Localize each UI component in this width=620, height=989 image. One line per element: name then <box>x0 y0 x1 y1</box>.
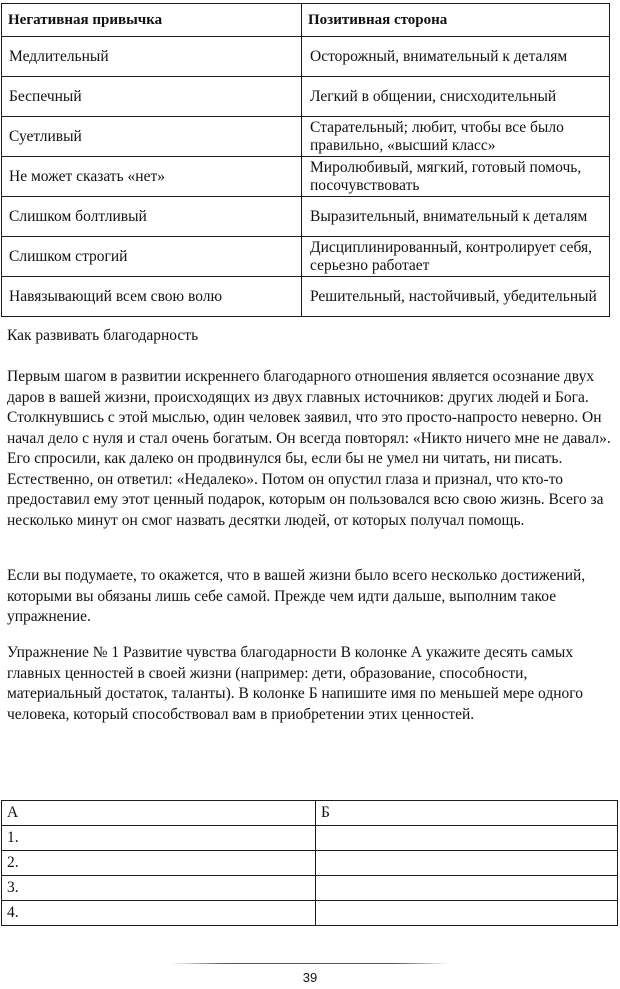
negative-habit-cell: Суетливый <box>2 117 302 157</box>
column-header-negative: Негативная привычка <box>2 4 302 37</box>
negative-habit-cell: Слишком строгий <box>2 237 302 277</box>
positive-side-cell: Выразительный, внимательный к деталям <box>302 197 610 237</box>
table-row <box>2 37 610 77</box>
negative-habit-cell: Навязывающий всем свою волю <box>2 277 302 317</box>
column-a-cell: 1. <box>2 826 316 851</box>
column-b-cell <box>316 851 618 876</box>
column-b-cell <box>316 876 618 901</box>
table-row <box>2 237 610 277</box>
table-row <box>2 157 610 197</box>
paragraph-achievements: Если вы подумаете, то окажется, что в вашей жизни было всего несколько достижений, которыми вы обязаны лишь себе самой. Прежде чем идти дальше, выполним такое упражнение. <box>7 567 586 625</box>
footer-divider <box>170 963 450 964</box>
column-header-positive: Позитивная сторона <box>302 4 610 37</box>
positive-side-cell: Осторожный, внимательный к деталям <box>302 37 610 77</box>
negative-habit-cell: Слишком болтливый <box>2 197 302 237</box>
exercise-table-header <box>2 801 618 826</box>
negative-habit-cell: Не может сказать «нет» <box>2 157 302 197</box>
column-b-cell <box>316 901 618 926</box>
table-row <box>2 77 610 117</box>
negative-habit-cell: Беспечный <box>2 77 302 117</box>
positive-side-cell: Легкий в общении, снисходительный <box>302 77 610 117</box>
positive-side-cell: Дисциплинированный, контролирует себя, серьезно работает <box>302 237 610 277</box>
table-row <box>2 277 610 317</box>
column-a-cell: 3. <box>2 876 316 901</box>
table-row <box>2 901 618 926</box>
table-row <box>2 197 610 237</box>
positive-side-cell: Миролюбивый, мягкий, готовый помочь, посочувствовать <box>302 157 610 197</box>
table-row <box>2 851 618 876</box>
traits-table <box>1 3 610 317</box>
column-b-cell <box>316 826 618 851</box>
section-heading: Как развивать благодарность <box>7 327 199 344</box>
paragraph-gratitude-intro: Первым шагом в развитии искреннего благодарного отношения является осознание двух даров в вашей жизни, происходящих из двух главных источников: других людей и Бога. Столкнувшись с этой мыслью, один человек заявил, что это просто-напросто неверно. Он начал дело с нуля и стал очень богатым. Он всегда повторял: «Никто ничего мне не давал». Его спросили, как далеко он продвинулся бы, если бы не умел ни читать, ни писать. Естественно, он ответил: «Недалеко». Потом он опустил глаза и признал, что кто-то предоставил ему этот ценный подарок, которым он пользовался всю свою жизнь. Всего за несколько минут он смог назвать десятки людей, от которых получал помощь. <box>7 368 611 529</box>
page-number: 39 <box>302 970 318 985</box>
paragraph-exercise: Упражнение № 1 Развитие чувства благодарности В колонке А укажите десять самых главных ценностей в своей жизни (например: дети, образование, способности, материальный достаток, таланты). В колонке Б напишите имя по меньшей мере одного человека, который способствовал вам в приобретении этих ценностей. <box>7 644 583 723</box>
table-row <box>2 117 610 157</box>
exercise-table <box>1 800 618 926</box>
traits-table-header <box>2 4 610 37</box>
positive-side-cell: Старательный; любит, чтобы все было правильно, «высший класс» <box>302 117 610 157</box>
table-row <box>2 876 618 901</box>
table-row <box>2 826 618 851</box>
column-header-a: А <box>2 801 316 826</box>
negative-habit-cell: Медлительный <box>2 37 302 77</box>
column-a-cell: 2. <box>2 851 316 876</box>
column-a-cell: 4. <box>2 901 316 926</box>
column-header-b: Б <box>316 801 618 826</box>
positive-side-cell: Решительный, настойчивый, убедительный <box>302 277 610 317</box>
